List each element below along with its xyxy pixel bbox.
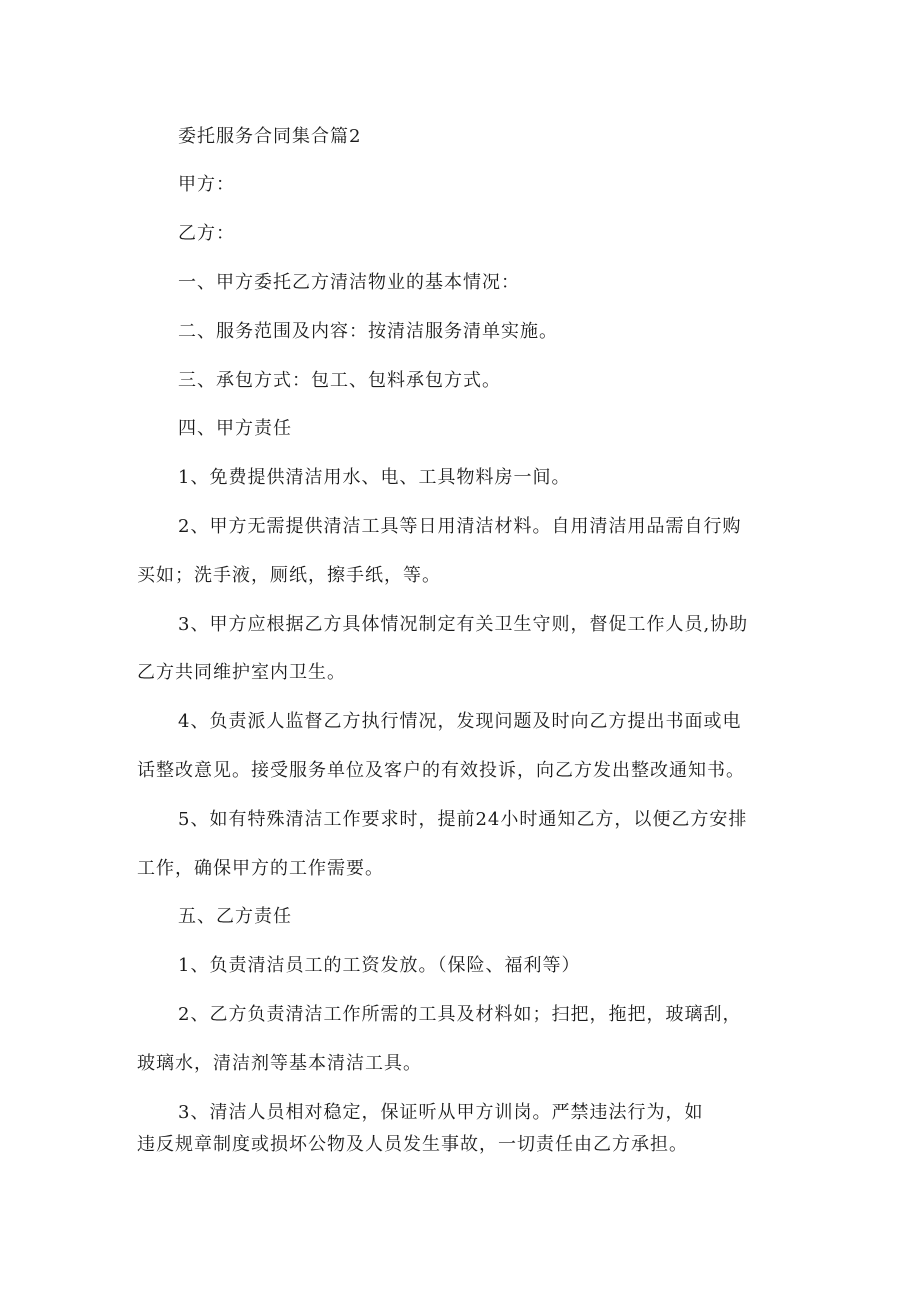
- party-a-label: 甲方：: [178, 174, 235, 195]
- clause-line: 2、乙方负责清洁工作所需的工具及材料如；扫把，拖把，玻璃刮，: [178, 1004, 742, 1025]
- clause-line: 乙方共同维护室内卫生。: [137, 662, 346, 683]
- clause-line: 工作，确保甲方的工作需要。: [137, 858, 384, 879]
- clause-line: 3、甲方应根据乙方具体情况制定有关卫生守则，督促工作人员,协助: [178, 614, 749, 635]
- clause-line: 4、负责派人监督乙方执行情况，发现问题及时向乙方提出书面或电: [178, 711, 742, 732]
- clause-line: 3、清洁人员相对稳定，保证听从甲方训岗。严禁违法行为，如: [178, 1102, 704, 1123]
- clause-line: 1、免费提供清洁用水、电、工具物料房一间。: [178, 467, 571, 488]
- document-title: 委托服务合同集合篇2: [178, 126, 362, 147]
- section-heading: 三、承包方式：包工、包料承包方式。: [178, 370, 501, 391]
- section-heading: 四、甲方责任: [178, 418, 292, 439]
- section-heading: 二、服务范围及内容：按清洁服务清单实施。: [178, 321, 558, 342]
- section-heading: 一、甲方委托乙方清洁物业的基本情况：: [178, 272, 520, 293]
- clause-line: 2、甲方无需提供清洁工具等日用清洁材料。自用清洁用品需自行购: [178, 516, 742, 537]
- clause-line: 话整改意见。接受服务单位及客户的有效投诉，向乙方发出整改通知书。: [137, 760, 745, 781]
- clause-line: 玻璃水，清洁剂等基本清洁工具。: [137, 1053, 422, 1074]
- party-b-label: 乙方：: [178, 223, 235, 244]
- clause-line: 1、负责清洁员工的工资发放。（保险、福利等）: [178, 955, 581, 976]
- clause-line: 违反规章制度或损坏公物及人员发生事故，一切责任由乙方承担。: [137, 1134, 688, 1155]
- section-heading: 五、乙方责任: [178, 906, 292, 927]
- clause-line: 买如；洗手液，厕纸，擦手纸，等。: [137, 565, 441, 586]
- clause-line: 5、如有特殊清洁工作要求时，提前24小时通知乙方，以便乙方安排: [178, 809, 748, 830]
